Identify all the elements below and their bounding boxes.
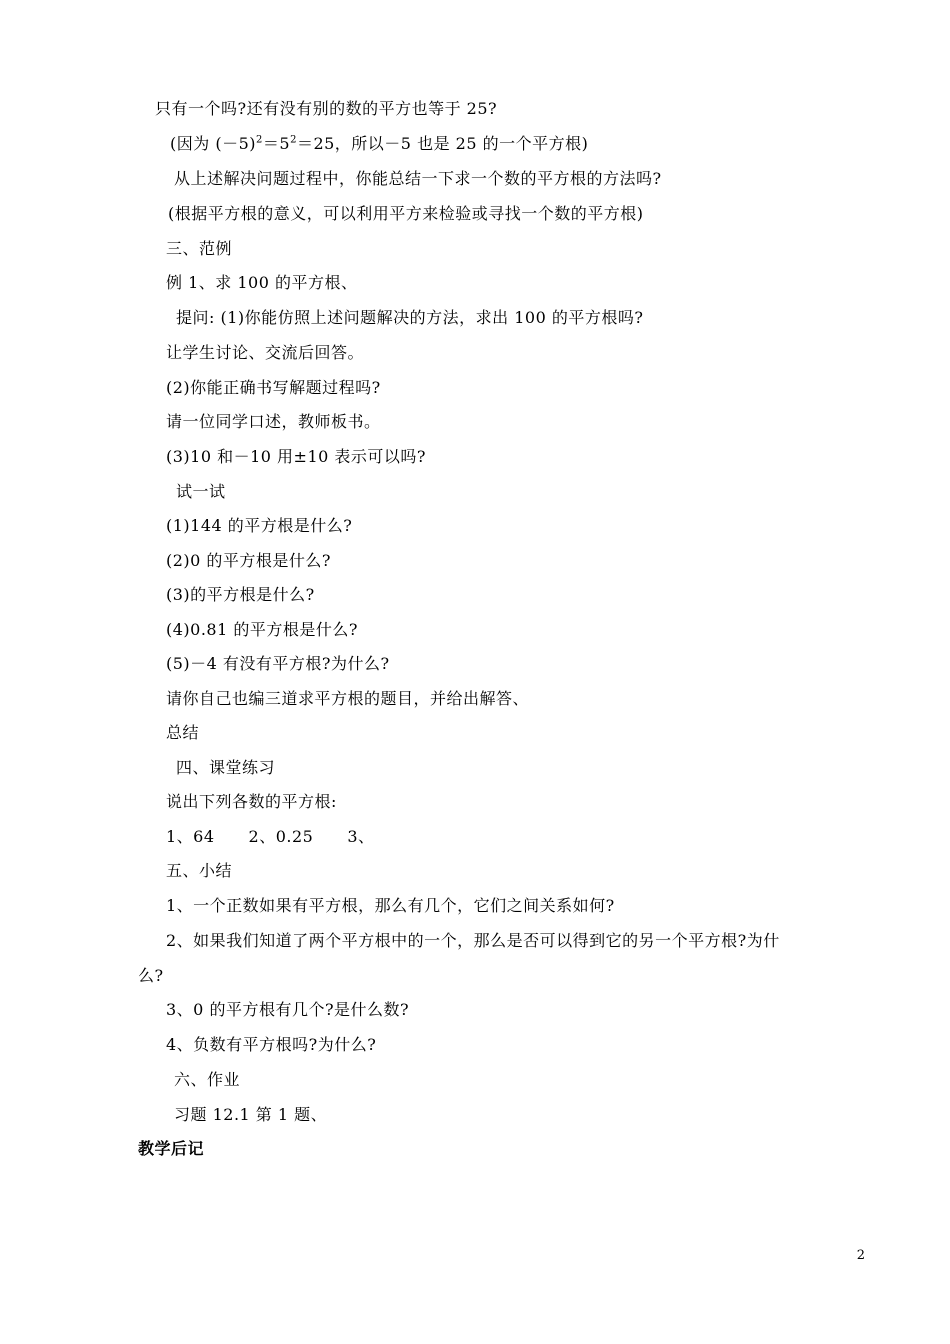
section-heading: 五、小结 [166, 861, 233, 880]
text-line: (5)－4 有没有平方根?为什么? [166, 654, 390, 673]
text-line: 请一位同学口述，教师板书。 [166, 412, 381, 431]
section-heading: 六、作业 [174, 1070, 241, 1089]
text-line: (根据平方根的意义，可以利用平方来检验或寻找一个数的平方根) [168, 204, 644, 223]
superscript: 2 [290, 134, 297, 146]
text-line: 例 1、求 100 的平方根、 [166, 273, 358, 292]
text-line: 说出下列各数的平方根: [166, 792, 337, 811]
text-line: (1)144 的平方根是什么? [166, 516, 353, 535]
text-line: (2)0 的平方根是什么? [166, 551, 332, 570]
text-line: 1、一个正数如果有平方根，那么有几个，它们之间关系如何? [166, 896, 615, 915]
text-line: (4)0.81 的平方根是什么? [166, 620, 358, 639]
exercise-item: 1、64 [166, 827, 215, 846]
text-line: (3)的平方根是什么? [166, 585, 315, 604]
exercise-item: 3、 [347, 827, 375, 846]
text-line: 试一试 [176, 482, 226, 501]
text-line-equation [170, 133, 588, 155]
text-line: 总结 [166, 723, 200, 742]
text-line: 从上述解决问题过程中，你能总结一下求一个数的平方根的方法吗? [174, 169, 662, 188]
text-line: 2、如果我们知道了两个平方根中的一个，那么是否可以得到它的另一个平方根?为什 [166, 931, 780, 950]
page-number: 2 [856, 1248, 865, 1263]
teaching-notes-heading: 教学后记 [138, 1139, 205, 1158]
text-line: 习题 12.1 第 1 题、 [174, 1105, 328, 1124]
text-line: 请你自己也编三道求平方根的题目，并给出解答、 [166, 689, 530, 708]
text-line: 让学生讨论、交流后回答。 [166, 343, 365, 362]
text-fragment: (因为 (－5) [170, 134, 256, 153]
section-heading: 三、范例 [166, 239, 233, 258]
text-line: 提问: (1)你能仿照上述问题解决的方法，求出 100 的平方根吗? [176, 308, 644, 327]
text-line: 么? [138, 966, 164, 985]
text-line: (2)你能正确书写解题过程吗? [166, 378, 381, 397]
text-line: 只有一个吗?还有没有别的数的平方也等于 25? [155, 99, 498, 118]
section-heading: 四、课堂练习 [176, 758, 276, 777]
text-fragment: ＝25，所以－5 也是 25 的一个平方根) [296, 134, 589, 153]
text-fragment: ＝5 [262, 134, 291, 153]
exercise-item: 2、0.25 [248, 827, 314, 846]
text-line: 4、负数有平方根吗?为什么? [166, 1035, 377, 1054]
text-line: 3、0 的平方根有几个?是什么数? [166, 1000, 410, 1019]
superscript: 2 [256, 134, 263, 146]
text-line: (3)10 和－10 用±10 表示可以吗? [166, 447, 426, 466]
text-line-exercises [166, 826, 375, 848]
